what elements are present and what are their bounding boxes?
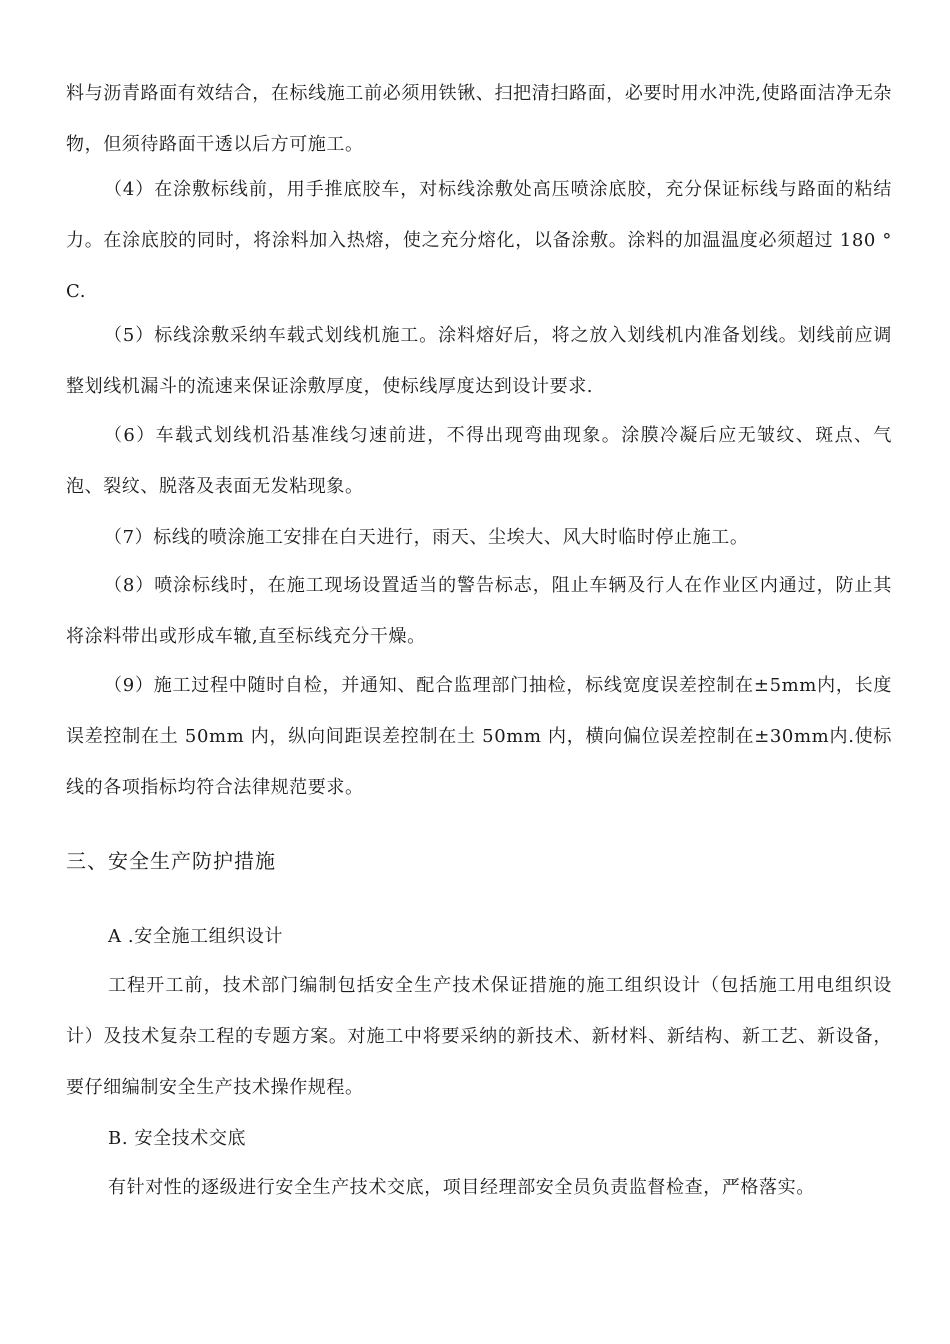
section-heading-safety: 三、安全生产防护措施 bbox=[66, 849, 276, 873]
paragraph-item-6: （6）车载式划线机沿基准线匀速前进，不得出现弯曲现象。涂膜冷凝后应无皱纹、斑点、气泡、裂纹、脱落及表面无发粘现象。 bbox=[66, 425, 892, 497]
paragraph-item-4: （4）在涂敷标线前，用手推底胶车，对标线涂敷处高压喷涂底胶，充分保证标线与路面的粘结力。在涂底胶的同时，将涂料加入热熔，使之充分熔化，以备涂敷。涂料的加温温度必须超过 180 ° C. bbox=[66, 179, 892, 302]
paragraph-item-8: （8）喷涂标线时，在施工现场设置适当的警告标志，阻止车辆及行人在作业区内通过，防止其将涂料带出或形成车辙,直至标线充分干燥。 bbox=[66, 575, 892, 647]
paragraph-safety-briefing-body: 有针对性的逐级进行安全生产技术交底，项目经理部安全员负责监督检查，严格落实。 bbox=[108, 1177, 815, 1198]
paragraph-item-9: （9）施工过程中随时自检，并通知、配合监理部门抽检，标线宽度误差控制在±5mm内，长度误差控制在土 50mm 内，纵向间距误差控制在土 50mm 内，横向偏位误差控制在±30mm内.使标线的各项指标均符合法律规范要求。 bbox=[66, 675, 892, 798]
paragraph-surface-cleaning: 料与沥青路面有效结合，在标线施工前必须用铁锹、扫把清扫路面，必要时用水冲洗,使路面洁净无杂物，但须待路面干透以后方可施工。 bbox=[66, 83, 892, 155]
paragraph-item-7: （7）标线的喷涂施工安排在白天进行，雨天、尘埃大、风大时临时停止施工。 bbox=[104, 527, 749, 548]
paragraph-item-5: （5）标线涂敷采纳车载式划线机施工。涂料熔好后，将之放入划线机内准备划线。划线前应调整划线机漏斗的流速来保证涂敷厚度，使标线厚度达到设计要求. bbox=[66, 325, 892, 397]
paragraph-safety-design-body: 工程开工前，技术部门编制包括安全生产技术保证措施的施工组织设计（包括施工用电组织设计）及技术复杂工程的专题方案。对施工中将要采纳的新技术、新材料、新结构、新工艺、新设备，要仔细编制安全生产技术操作规程。 bbox=[66, 975, 892, 1098]
subheading-b-safety-briefing: B. 安全技术交底 bbox=[108, 1128, 247, 1149]
subheading-a-safety-design: A .安全施工组织设计 bbox=[108, 926, 284, 947]
